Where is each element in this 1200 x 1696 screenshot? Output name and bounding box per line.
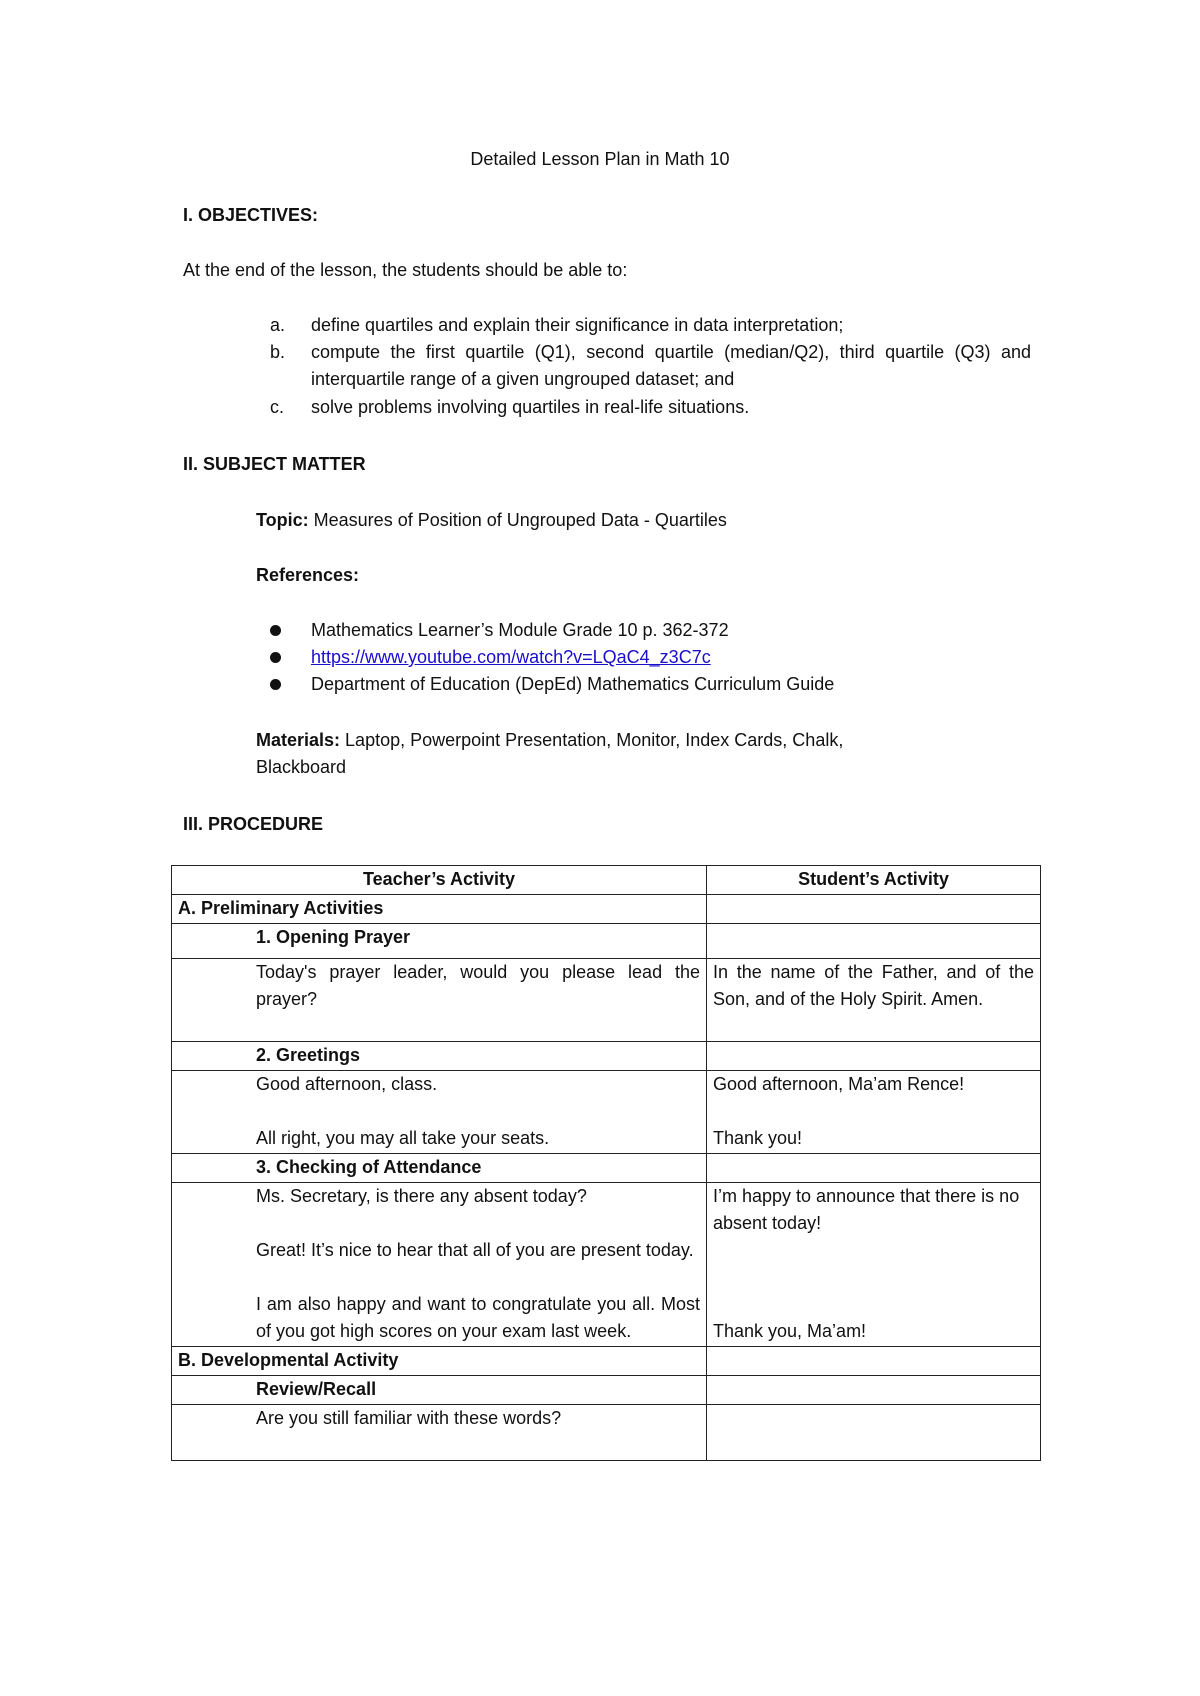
greetings-teacher-2: All right, you may all take your seats. bbox=[256, 1128, 550, 1148]
objective-letter: c. bbox=[270, 397, 285, 417]
review-teacher-text: Are you still familiar with these words? bbox=[172, 1405, 707, 1461]
developmental-activity-heading: B. Developmental Activity bbox=[172, 1347, 707, 1376]
topic-value: Measures of Position of Ungrouped Data - Quartiles bbox=[308, 510, 727, 530]
document-title: Detailed Lesson Plan in Math 10 bbox=[470, 149, 730, 169]
empty-cell bbox=[707, 1376, 1041, 1405]
materials-line bbox=[256, 727, 843, 754]
greetings-student-cell bbox=[707, 1071, 1041, 1154]
topic-label: Topic: bbox=[256, 510, 309, 530]
greetings-heading: 2. Greetings bbox=[172, 1042, 707, 1071]
materials-line-2: Blackboard bbox=[256, 757, 347, 777]
reference-link[interactable]: https://www.youtube.com/watch?v=LQaC4_z3C7c bbox=[311, 647, 711, 667]
attendance-student-1: I’m happy to announce that there is no absent today! bbox=[713, 1186, 1020, 1233]
subject-matter-heading: II. SUBJECT MATTER bbox=[183, 454, 366, 474]
review-recall-heading: Review/Recall bbox=[172, 1376, 707, 1405]
empty-cell bbox=[707, 1154, 1041, 1183]
empty-cell bbox=[707, 1405, 1041, 1461]
table-row bbox=[172, 1405, 1041, 1461]
attendance-teacher-cell bbox=[172, 1183, 707, 1347]
teacher-activity-header: Teacher’s Activity bbox=[172, 866, 707, 895]
procedure-heading: III. PROCEDURE bbox=[183, 814, 324, 834]
objective-text: define quartiles and explain their significance in data interpretation; bbox=[311, 315, 844, 335]
student-activity-header: Student’s Activity bbox=[707, 866, 1041, 895]
objective-letter: a. bbox=[270, 315, 286, 335]
topic-line bbox=[256, 507, 727, 534]
references-label: References: bbox=[256, 565, 360, 585]
attendance-teacher-2: Great! It’s nice to hear that all of you are present today. bbox=[256, 1240, 694, 1260]
empty-cell bbox=[707, 1347, 1041, 1376]
attendance-teacher-1: Ms. Secretary, is there any absent today? bbox=[256, 1186, 587, 1206]
table-row bbox=[172, 1154, 1041, 1183]
attendance-student-cell bbox=[707, 1183, 1041, 1347]
table-header-row bbox=[172, 866, 1041, 895]
opening-prayer-heading: 1. Opening Prayer bbox=[172, 924, 707, 959]
greetings-student-1: Good afternoon, Ma’am Rence! bbox=[713, 1074, 965, 1094]
bullet-icon bbox=[270, 652, 281, 663]
attendance-teacher-3: I am also happy and want to congratulate you all. Most of you got high scores on your exam last week. bbox=[256, 1294, 700, 1341]
table-row bbox=[172, 1071, 1041, 1154]
table-row bbox=[172, 1042, 1041, 1071]
bullet-icon bbox=[270, 625, 281, 636]
materials-value: Laptop, Powerpoint Presentation, Monitor, Index Cards, Chalk, bbox=[340, 730, 844, 750]
reference-item: Mathematics Learner’s Module Grade 10 p. 362-372 bbox=[311, 620, 729, 640]
objective-text: solve problems involving quartiles in real-life situations. bbox=[311, 397, 750, 417]
empty-cell bbox=[707, 895, 1041, 924]
table-row bbox=[172, 959, 1041, 1042]
objective-letter: b. bbox=[270, 342, 286, 362]
attendance-student-2: Thank you, Ma’am! bbox=[713, 1321, 867, 1341]
table-row bbox=[172, 1183, 1041, 1347]
greetings-teacher-1: Good afternoon, class. bbox=[256, 1074, 438, 1094]
greetings-teacher-cell bbox=[172, 1071, 707, 1154]
prayer-teacher-text: Today's prayer leader, would you please lead the prayer? bbox=[172, 959, 707, 1042]
table-row bbox=[172, 895, 1041, 924]
preliminary-activities-heading: A. Preliminary Activities bbox=[172, 895, 707, 924]
objectives-heading: I. OBJECTIVES: bbox=[183, 205, 319, 225]
table-row bbox=[172, 924, 1041, 959]
objectives-intro: At the end of the lesson, the students should be able to: bbox=[183, 260, 628, 280]
attendance-heading: 3. Checking of Attendance bbox=[172, 1154, 707, 1183]
materials-label: Materials: bbox=[256, 730, 341, 750]
procedure-table bbox=[171, 865, 1041, 1461]
table-row bbox=[172, 1347, 1041, 1376]
objective-text: compute the first quartile (Q1), second quartile (median/Q2), third quartile (Q3) and interquartile range of a given ungrouped dataset; and bbox=[311, 342, 1031, 389]
bullet-icon bbox=[270, 679, 281, 690]
prayer-student-text: In the name of the Father, and of the Son, and of the Holy Spirit. Amen. bbox=[707, 959, 1041, 1042]
table-row bbox=[172, 1376, 1041, 1405]
greetings-student-2: Thank you! bbox=[713, 1128, 803, 1148]
empty-cell bbox=[707, 1042, 1041, 1071]
reference-item: Department of Education (DepEd) Mathematics Curriculum Guide bbox=[311, 674, 835, 694]
empty-cell bbox=[707, 924, 1041, 959]
